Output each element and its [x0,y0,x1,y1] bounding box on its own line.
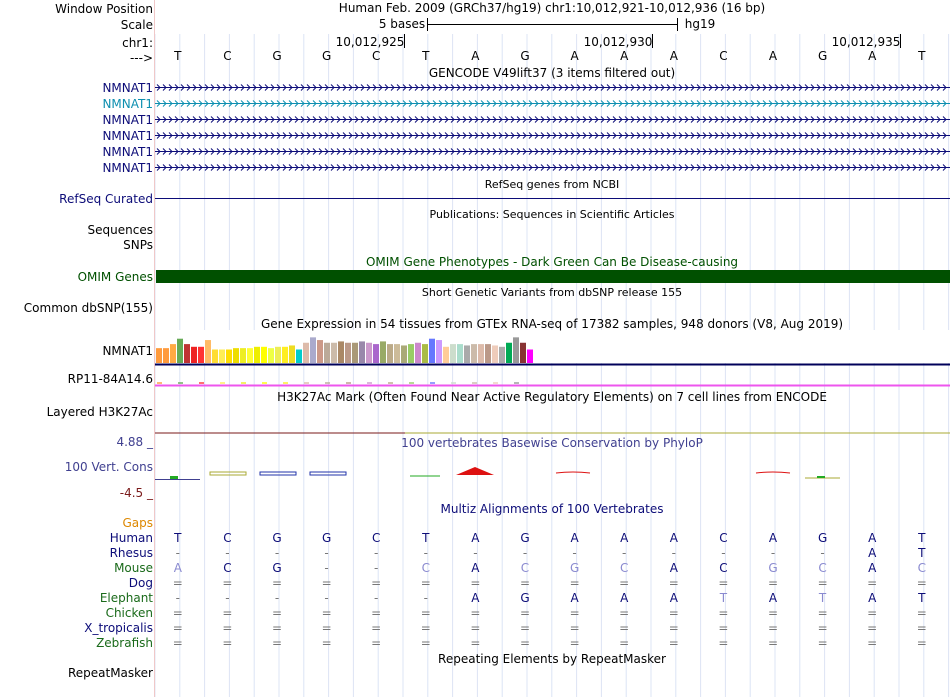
repeatmasker-track-label[interactable]: RepeatMasker [67,666,153,680]
multiz-base: - [473,546,478,560]
multiz-base: - [374,561,379,575]
multiz-base: = [619,621,630,635]
gtex-tissue-bar [268,348,274,363]
reference-base: A [620,49,629,63]
multiz-species-label[interactable]: Chicken [105,606,153,620]
gtex-tissue-bar [254,347,260,363]
multiz-base: C [223,561,232,575]
gencode-item-label[interactable]: NMNAT1 [102,145,153,159]
multiz-base: = [420,576,431,590]
multiz-base: = [519,621,531,635]
multiz-base: = [817,621,828,635]
strand-label: ---> [129,51,153,65]
gtex-tissue-bar [156,348,162,363]
reference-base: C [719,49,728,63]
snps-track-label[interactable]: SNPs [123,238,153,252]
multiz-track-title[interactable]: Multiz Alignments of 100 Vertebrates [440,502,664,516]
multiz-base: = [668,636,679,650]
multiz-base: = [271,636,283,650]
ruler-tick-label: 10,012,935 [831,35,901,49]
phylop-track-label[interactable]: 100 Vert. Cons [64,460,153,474]
gtex-tissue-bar-small [388,382,393,384]
multiz-base: T [422,531,430,545]
multiz-species-label[interactable]: Elephant [99,591,153,605]
multiz-base: = [519,606,531,620]
multiz-base: = [321,576,332,590]
gtex-tissue-bar [492,345,498,363]
multiz-base: - [324,591,329,605]
multiz-base: - [175,546,180,560]
multiz-base: A [471,531,480,545]
gtex-tissue-bar [219,350,225,364]
multiz-base: = [172,606,183,620]
multiz-base: G [520,591,530,605]
multiz-base: T [918,591,926,605]
reference-base: T [422,49,430,63]
multiz-base: C [818,561,827,575]
gtex-tissue-bar [275,347,281,363]
multiz-base: = [569,576,580,590]
multiz-species-label[interactable]: Rhesus [109,546,153,560]
gtex-tissue-bar [338,341,344,363]
multiz-base: - [274,546,280,560]
multiz-base: T [918,546,926,560]
multiz-base: = [767,606,779,620]
gtex-tissue-bar [303,343,309,363]
multiz-base: A [868,531,877,545]
multiz-species-label[interactable]: X_tropicalis [84,621,153,635]
multiz-base: C [917,561,926,575]
multiz-base: = [817,576,828,590]
reference-base: G [520,49,530,63]
gtex-tissue-bar [170,344,176,363]
gencode-track-title[interactable]: GENCODE V49lift37 (3 items filtered out) [428,66,676,80]
ruler-tick-label: 10,012,925 [335,35,405,49]
gtex-tissue-bar [191,347,197,363]
publications-track-title[interactable]: Publications: Sequences in Scientific Articles [429,208,675,221]
scale-assembly: hg19 [684,17,716,31]
gtex-tissue-bar [520,343,526,363]
multiz-base: C [421,561,430,575]
multiz-base: = [420,606,431,620]
multiz-base: - [374,591,379,605]
reference-base: G [817,49,828,63]
gtex-tissue-bar [163,348,169,363]
multiz-base: - [423,546,428,560]
gtex-tissue-bar [177,339,183,363]
phylop-track-title[interactable]: 100 vertebrates Basewise Conservation by PhyloP [401,436,703,450]
multiz-base: = [470,636,481,650]
gtex-tissue-bar-small [199,382,204,384]
gtex-tissue-bar [296,350,302,364]
gtex-tissue-bar-small [220,382,225,384]
multiz-base: = [668,606,679,620]
multiz-base: = [470,576,481,590]
multiz-species-label[interactable]: Zebrafish [96,636,153,650]
gtex-tissue-bar [184,344,190,363]
multiz-base: = [916,606,927,620]
gtex-tissue-bar-small [346,382,351,384]
multiz-base: G [768,561,778,575]
multiz-base: = [668,576,679,590]
gencode-item-label[interactable]: NMNAT1 [102,129,153,143]
refseq-track-title[interactable]: RefSeq genes from NCBI [484,178,620,191]
gtex-tissue-bar [233,348,239,363]
multiz-base: = [718,606,729,620]
multiz-base: = [222,621,233,635]
multiz-base: - [225,591,230,605]
multiz-base: = [916,576,927,590]
phylop-mark [556,472,590,473]
gtex-tissue-bar [478,344,484,363]
multiz-base: C [619,561,629,575]
multiz-base: A [173,561,182,575]
gtex-tissue-bar-small [430,382,435,384]
multiz-base: C [719,561,728,575]
multiz-base: - [175,591,180,605]
multiz-base: = [222,636,233,650]
multiz-base: = [222,576,233,590]
multiz-base: A [570,531,579,545]
phylop-max-label: 4.88 _ [116,435,153,449]
window-position-value: Human Feb. 2009 (GRCh37/hg19) chr1:10,012,921-10,012,936 (16 bp) [338,1,766,15]
omim-track-label[interactable]: OMIM Genes [77,270,153,284]
multiz-base: A [868,561,877,575]
multiz-base: G [272,561,282,575]
multiz-species-label[interactable]: Mouse [114,561,153,575]
multiz-base: - [324,561,329,575]
multiz-base: - [423,591,428,605]
multiz-base: A [669,591,678,605]
multiz-base: = [817,636,828,650]
multiz-base: A [570,591,579,605]
gtex-tissue-bar-small [304,382,309,384]
multiz-base: G [272,531,282,545]
gtex-gene-label[interactable]: NMNAT1 [102,344,153,358]
scale-label: Scale [120,18,153,32]
gtex-tissue-bar [226,350,232,364]
multiz-base: = [321,636,332,650]
reference-base: C [371,49,381,63]
multiz-base: T [918,531,926,545]
multiz-base: = [619,606,630,620]
gtex-tissue-bar [247,348,253,363]
gtex-tissue-bar [499,347,505,363]
phylop-min-label: -4.5 _ [119,486,153,500]
multiz-base: A [471,561,480,575]
multiz-base: T [719,591,728,605]
multiz-base: C [223,531,232,545]
multiz-base: T [174,531,182,545]
multiz-base: A [768,531,778,545]
multiz-base: - [671,546,676,560]
multiz-base: = [569,606,580,620]
multiz-base: = [420,636,431,650]
gtex-tissue-bar [422,344,428,363]
multiz-base: A [768,591,778,605]
gtex-tissue-bar-small [325,382,330,384]
omim-bar [156,270,950,283]
gencode-item-label[interactable]: NMNAT1 [102,113,153,127]
gtex-tissue-bar [415,343,421,363]
multiz-base: = [271,606,283,620]
gtex-tissue-bar [443,347,449,363]
multiz-base: = [172,636,183,650]
multiz-base: = [371,576,382,590]
gtex-tissue-bar [324,343,330,363]
multiz-base: = [420,621,431,635]
dbsnp-track-label[interactable]: Common dbSNP(155) [23,301,153,315]
gtex-tissue-bar [485,344,491,363]
dbsnp-track-title[interactable]: Short Genetic Variants from dbSNP release 155 [421,286,683,299]
multiz-base: T [818,591,827,605]
gtex-tissue-bar-small [157,382,162,384]
reference-base: A [868,49,877,63]
multiz-base: - [374,546,379,560]
gtex-tissue-bar-small [262,382,267,384]
multiz-base: = [718,576,729,590]
repeatmasker-track-title[interactable]: Repeating Elements by RepeatMasker [438,652,666,666]
phylop-mark [756,472,790,473]
scale-value: 5 bases [378,17,426,31]
gtex-tissue-bar [471,344,477,363]
multiz-base: = [172,576,183,590]
gtex-tissue-bar [527,350,533,364]
multiz-base: C [520,561,530,575]
gtex-tissue-bar [310,337,316,363]
gencode-item-label[interactable]: NMNAT1 [102,161,153,175]
gtex-tissue-bar [373,344,379,363]
multiz-base: = [718,636,729,650]
multiz-base: = [470,606,481,620]
reference-base: G [272,49,282,63]
multiz-base: = [222,606,233,620]
gtex-tissue-bar [464,345,470,363]
gtex-tissue-bar [282,347,288,363]
multiz-base: = [619,636,630,650]
gencode-item-label[interactable]: NMNAT1 [102,81,153,95]
reference-base: G [321,49,332,63]
refseq-track-label[interactable]: RefSeq Curated [59,192,153,206]
multiz-base: = [718,621,729,635]
chrom-label: chr1: [122,36,153,50]
multiz-base: = [619,576,630,590]
multiz-base: A [471,591,480,605]
gtex-tissue-bar [205,340,211,363]
multiz-base: G [569,561,580,575]
gtex-tissue-bar-small [241,382,246,384]
gtex-tissue-bar [394,344,400,363]
gtex-tissue-bar [198,347,204,363]
multiz-base: = [916,636,927,650]
multiz-base: = [867,621,878,635]
multiz-species-label[interactable]: Human [109,531,153,545]
gtex-tissue-bar [408,344,414,363]
omim-track-title[interactable]: OMIM Gene Phenotypes - Dark Green Can Be Disease-causing [365,255,739,269]
gtex-tissue-bar [331,343,337,363]
multiz-base: = [569,636,580,650]
gtex-tissue-bar [513,337,519,363]
phylop-glyph [210,472,246,475]
multiz-base: = [321,621,332,635]
multiz-base: - [324,546,329,560]
multiz-base: = [767,636,779,650]
gtex-tissue-bar-small [409,382,414,384]
gtex-tissue-bar-small [367,382,372,384]
multiz-base: = [470,621,481,635]
multiz-base: G [520,531,530,545]
reference-base: C [223,49,232,63]
multiz-base: = [817,606,828,620]
reference-base: A [768,49,778,63]
multiz-base: = [371,621,382,635]
multiz-species-label[interactable]: Dog [128,576,153,590]
multiz-base: = [916,621,927,635]
multiz-base: = [371,606,382,620]
gtex-tissue-bar-small [451,382,456,384]
publications-track-label[interactable]: Sequences [87,223,153,237]
gencode-item-label[interactable]: NMNAT1 [102,97,153,111]
gtex-gene-label[interactable]: RP11-84A14.6 [67,372,153,386]
multiz-base: = [519,636,531,650]
gtex-tissue-bar [212,350,218,364]
reference-base: A [570,49,579,63]
gtex-tissue-bar [380,341,386,363]
ruler-tick-label: 10,012,930 [583,35,653,49]
multiz-base: = [271,621,283,635]
multiz-base: - [274,591,280,605]
multiz-base: - [572,546,577,560]
phylop-glyph [456,467,494,475]
multiz-base: - [820,546,825,560]
phylop-mark [170,476,178,479]
multiz-base: G [321,531,332,545]
multiz-base: = [569,621,580,635]
multiz-base: = [668,621,679,635]
gtex-tissue-bar [317,340,323,363]
multiz-base: A [620,531,629,545]
multiz-gaps-label[interactable]: Gaps [122,516,153,530]
multiz-base: = [172,621,183,635]
gtex-tissue-bar [359,341,365,363]
multiz-base: - [721,546,726,560]
multiz-base: G [817,531,828,545]
gtex-tissue-bar [240,348,246,363]
reference-base: A [669,49,678,63]
gtex-tissue-bar [436,340,442,363]
gtex-track-title[interactable]: Gene Expression in 54 tissues from GTEx RNA-seq of 17382 samples, 948 donors (V8, Aug 2019) [260,317,844,331]
gtex-tissue-bar [401,345,407,363]
gtex-tissue-bar [387,344,393,363]
multiz-base: = [867,636,878,650]
gtex-tissue-bar-small [472,382,477,384]
multiz-base: - [770,546,776,560]
multiz-base: - [622,546,627,560]
gtex-tissue-bar-small [514,382,519,384]
gtex-tissue-bar [366,343,372,363]
gtex-tissue-bar [450,344,456,363]
h3k27ac-track-label[interactable]: Layered H3K27Ac [46,405,153,419]
multiz-base: - [522,546,528,560]
gtex-tissue-bar [429,339,435,363]
gtex-tissue-bar [345,343,351,363]
gtex-tissue-bar [352,343,358,363]
multiz-base: = [271,576,283,590]
multiz-base: A [669,531,678,545]
gtex-tissue-bar [289,345,295,363]
multiz-base: = [867,606,878,620]
multiz-base: = [321,606,332,620]
multiz-base: A [620,591,629,605]
multiz-base: = [371,636,382,650]
h3k27ac-track-title[interactable]: H3K27Ac Mark (Often Found Near Active Regulatory Elements) on 7 cell lines from ENCODE [277,390,827,404]
reference-base: T [918,49,926,63]
reference-base: A [471,49,480,63]
multiz-base: = [767,621,779,635]
window-position-label: Window Position [55,2,153,16]
gtex-tissue-bar-small [178,382,183,384]
multiz-base: A [669,561,678,575]
phylop-glyph [260,472,296,475]
gtex-tissue-bar-small [283,382,288,384]
multiz-base: = [767,576,779,590]
gtex-tissue-bar-small [493,382,498,384]
gtex-tissue-bar [261,347,267,363]
multiz-base: = [519,576,531,590]
multiz-base: C [719,531,728,545]
multiz-base: A [868,546,877,560]
multiz-base: C [371,531,381,545]
multiz-base: = [867,576,878,590]
reference-base: T [174,49,182,63]
phylop-mark [817,476,825,478]
multiz-base: - [225,546,230,560]
phylop-glyph [310,472,346,475]
gtex-tissue-bar [457,344,463,363]
multiz-base: A [868,591,877,605]
gtex-tissue-bar [506,343,512,363]
